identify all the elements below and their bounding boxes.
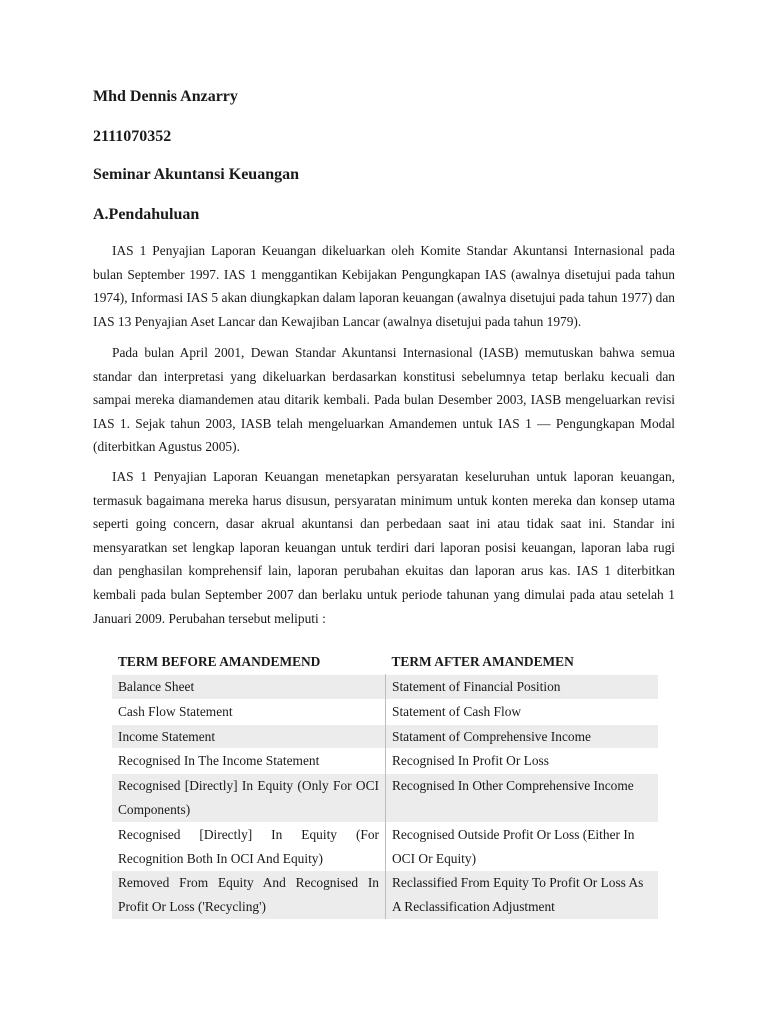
term-after: Recognised Outside Profit Or Loss (Either In OCI Or Equity) <box>386 822 659 871</box>
table-row <box>112 822 658 871</box>
section-heading: A.Pendahuluan <box>93 206 200 223</box>
table-row <box>112 699 658 724</box>
term-after: Recognised In Other Comprehensive Income <box>386 774 659 823</box>
table-row <box>112 675 658 700</box>
author-name: Mhd Dennis Anzarry <box>93 88 238 105</box>
term-before: Balance Sheet <box>112 675 386 700</box>
term-after: Statement of Financial Position <box>386 675 659 700</box>
paragraph: IAS 1 Penyajian Laporan Keuangan menetapkan persyaratan keseluruhan untuk laporan keuangan, termasuk bagaimana mereka harus disusun, persyaratan minimum untuk konten mereka dan konsep utama seperti going concern, dasar akrual akuntansi dan perbedaan saat ini atau tidak saat ini. Standar ini mensyaratkan set lengkap laporan keuangan untuk terdiri dari laporan posisi keuangan, laporan laba rugi dan penghasilan komprehensif lain, laporan perubahan ekuitas dan laporan arus kas. IAS 1 diterbitkan kembali pada bulan September 2007 dan berlaku untuk periode tahunan yang dimulai pada atau setelah 1 Januari 2009. Perubahan tersebut meliputi : <box>93 469 675 626</box>
amendment-terms-table <box>112 649 658 919</box>
term-before: Recognised [Directly] In Equity (Only For OCI Components) <box>112 774 386 823</box>
table-row <box>112 774 658 823</box>
table-row <box>112 749 658 774</box>
term-after: Statement of Cash Flow <box>386 699 659 724</box>
paragraph: IAS 1 Penyajian Laporan Keuangan dikeluarkan oleh Komite Standar Akuntansi Internasional pada bulan September 1997. IAS 1 menggantikan Kebijakan Pengungkapan IAS (awalnya disetujui pada tahun 1974), Informasi IAS 5 akan diungkapkan dalam laporan keuangan (awalnya disetujui pada tahun 1977) dan IAS 13 Penyajian Aset Lancar dan Kewajiban Lancar (awalnya disetujui pada tahun 1979). <box>93 243 675 329</box>
table-row <box>112 871 658 919</box>
term-before: Recognised In The Income Statement <box>112 749 386 774</box>
term-after: Statament of Comprehensive Income <box>386 724 659 749</box>
term-before: Removed From Equity And Recognised In Profit Or Loss ('Recycling') <box>112 871 386 919</box>
column-header-before: TERM BEFORE AMANDEMEND <box>118 653 321 669</box>
term-before: Recognised [Directly] In Equity (For Recognition Both In OCI And Equity) <box>112 822 386 871</box>
term-after: Reclassified From Equity To Profit Or Loss As A Reclassification Adjustment <box>386 871 659 919</box>
term-before: Cash Flow Statement <box>112 699 386 724</box>
student-id: 2111070352 <box>93 128 172 145</box>
table-row <box>112 724 658 749</box>
term-after: Recognised In Profit Or Loss <box>386 749 659 774</box>
column-header-after: TERM AFTER AMANDEMEN <box>391 653 574 669</box>
term-before: Income Statement <box>112 724 386 749</box>
paragraph: Pada bulan April 2001, Dewan Standar Akuntansi Internasional (IASB) memutuskan bahwa semua standar dan interpretasi yang dikeluarkan berdasarkan konstitusi sebelumnya tetap berlaku kecuali dan sampai mereka diamandemen atau ditarik kembali. Pada bulan Desember 2003, IASB mengeluarkan revisi IAS 1. Sejak tahun 2003, IASB telah mengeluarkan Amandemen untuk IAS 1 — Pengungkapan Modal (diterbitkan Agustus 2005). <box>93 345 675 455</box>
table-header-row <box>112 649 658 675</box>
course-title: Seminar Akuntansi Keuangan <box>93 166 299 183</box>
